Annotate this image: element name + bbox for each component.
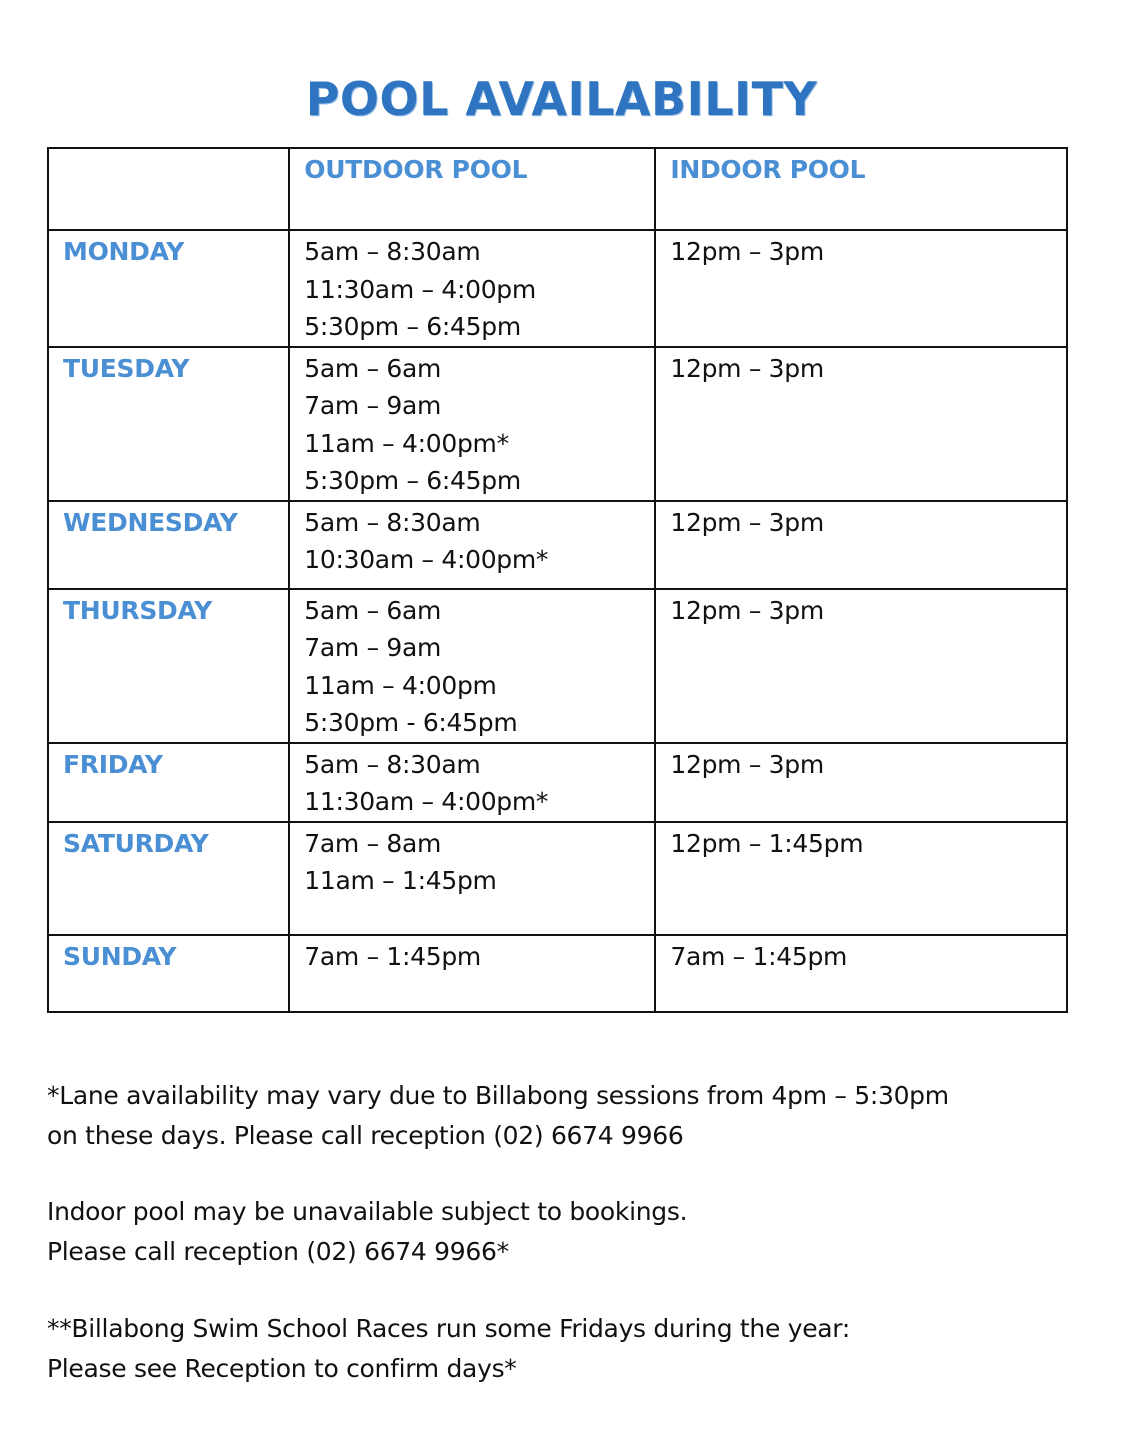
lane-availability-note-line2: on these days. Please call reception (02) 6674 9966: [47, 1121, 684, 1150]
day-label-saturday: SATURDAY: [48, 822, 289, 935]
outdoor-times-monday: [289, 230, 655, 347]
time-slot: 11:30am – 4:00pm*: [304, 787, 549, 816]
time-slot: 5am – 6am: [304, 595, 442, 625]
day-label-monday: MONDAY: [48, 230, 289, 347]
time-slot: 5am – 8:30am: [304, 237, 481, 266]
table-row-saturday: [48, 822, 1067, 935]
pool-availability-table: [47, 147, 1068, 1013]
outdoor-times-saturday: [289, 822, 655, 935]
notes-spacer: [47, 1156, 1087, 1192]
header-indoor-pool: INDOOR POOL: [655, 148, 1067, 230]
time-slot: 7am – 9am: [304, 633, 442, 662]
outdoor-times-sunday: [289, 935, 655, 1012]
races-note-line2: Please see Reception to confirm days*: [47, 1354, 517, 1383]
indoor-times-saturday: [655, 822, 1067, 935]
time-slot: 12pm – 3pm: [670, 749, 824, 779]
day-label-thursday: THURSDAY: [48, 589, 289, 743]
table-row-friday: [48, 743, 1067, 822]
day-label-friday: FRIDAY: [48, 743, 289, 822]
races-note-line1: **Billabong Swim School Races run some Fridays during the year:: [47, 1314, 850, 1343]
day-label-tuesday: TUESDAY: [48, 347, 289, 501]
time-slot: 7am – 8am: [304, 828, 442, 858]
time-slot: 5:30pm – 6:45pm: [304, 312, 521, 341]
header-cell-empty: [48, 148, 289, 230]
day-label-sunday: SUNDAY: [48, 935, 289, 1012]
time-slot: 5:30pm – 6:45pm: [304, 466, 521, 495]
indoor-times-sunday: [655, 935, 1067, 1012]
time-slot: 5am – 6am: [304, 353, 442, 383]
lane-availability-note-line1: *Lane availability may vary due to Billabong sessions from 4pm – 5:30pm: [47, 1081, 949, 1110]
table-header-row: [48, 148, 1067, 230]
time-slot: 5:30pm - 6:45pm: [304, 708, 518, 737]
indoor-times-friday: [655, 743, 1067, 822]
table-row-wednesday: [48, 501, 1067, 589]
table-row-tuesday: [48, 347, 1067, 501]
outdoor-times-thursday: [289, 589, 655, 743]
time-slot: 12pm – 1:45pm: [670, 828, 864, 858]
indoor-times-tuesday: [655, 347, 1067, 501]
time-slot: 12pm – 3pm: [670, 237, 824, 266]
indoor-times-thursday: [655, 589, 1067, 743]
time-slot: 10:30am – 4:00pm*: [304, 545, 549, 574]
table-row-thursday: [48, 589, 1067, 743]
header-outdoor-pool: OUTDOOR POOL: [289, 148, 655, 230]
outdoor-times-wednesday: [289, 501, 655, 589]
time-slot: 12pm – 3pm: [670, 507, 824, 537]
indoor-times-monday: [655, 230, 1067, 347]
indoor-pool-note-line1: Indoor pool may be unavailable subject to bookings.: [47, 1197, 688, 1226]
notes-section: [47, 1076, 1087, 1389]
time-slot: 7am – 1:45pm: [670, 941, 848, 971]
time-slot: 7am – 1:45pm: [304, 941, 481, 971]
table-row-sunday: [48, 935, 1067, 1012]
outdoor-times-tuesday: [289, 347, 655, 501]
day-label-wednesday: WEDNESDAY: [48, 501, 289, 589]
time-slot: 11am – 4:00pm: [304, 670, 497, 700]
time-slot: 12pm – 3pm: [670, 353, 824, 383]
table-row-monday: [48, 230, 1067, 347]
notes-spacer: [47, 1272, 1087, 1309]
time-slot: 11:30am – 4:00pm: [304, 274, 536, 304]
time-slot: 5am – 8:30am: [304, 507, 481, 537]
time-slot: 12pm – 3pm: [670, 595, 824, 625]
indoor-pool-note-line2: Please call reception (02) 6674 9966*: [47, 1237, 509, 1266]
time-slot: 7am – 9am: [304, 391, 442, 420]
time-slot: 11am – 1:45pm: [304, 866, 497, 895]
indoor-times-wednesday: [655, 501, 1067, 589]
time-slot: 5am – 8:30am: [304, 749, 481, 779]
outdoor-times-friday: [289, 743, 655, 822]
page-title: POOL AVAILABILITY: [305, 72, 818, 126]
time-slot: 11am – 4:00pm*: [304, 428, 509, 458]
